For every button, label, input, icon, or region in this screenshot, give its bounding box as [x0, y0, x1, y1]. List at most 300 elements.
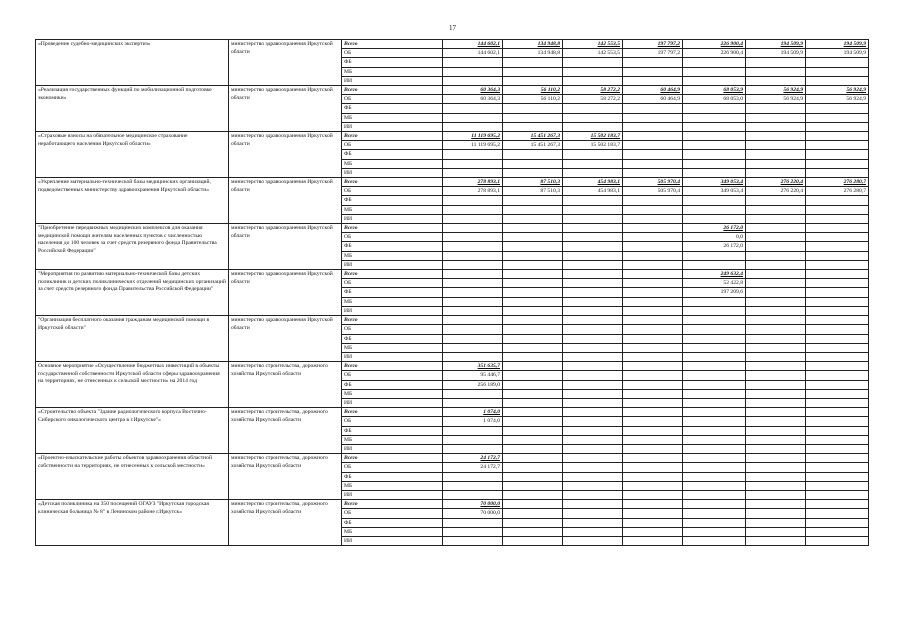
- amount-cell: [623, 389, 683, 398]
- amount-cell: [623, 214, 683, 223]
- amount-cell: [503, 316, 563, 325]
- amount-cell: [683, 536, 746, 545]
- amount-cell: [563, 481, 623, 490]
- amount-cell: [683, 260, 746, 269]
- amount-cell: 134 948,8: [503, 49, 563, 58]
- amount-cell: [563, 398, 623, 407]
- amount-cell: [683, 389, 746, 398]
- amount-cell: [443, 270, 503, 279]
- amount-cell: [503, 435, 563, 444]
- amount-cell: [746, 426, 806, 435]
- amount-cell: [746, 122, 806, 131]
- amount-cell: [806, 352, 869, 361]
- amount-cell: [443, 334, 503, 343]
- amount-cell: [503, 168, 563, 177]
- amount-cell: [623, 435, 683, 444]
- amount-cell: [806, 398, 869, 407]
- amount-cell: [746, 500, 806, 509]
- amount-cell: 144 602,1: [443, 40, 503, 49]
- amount-cell: [806, 76, 869, 85]
- amount-cell: [683, 454, 746, 463]
- amount-cell: [683, 205, 746, 214]
- amount-cell: [683, 380, 746, 389]
- amount-cell: [563, 233, 623, 242]
- amount-cell: [746, 481, 806, 490]
- amount-cell: 58 272,2: [563, 86, 623, 95]
- amount-cell: 134 948,8: [503, 40, 563, 49]
- amount-cell: [443, 536, 503, 545]
- amount-cell: [443, 122, 503, 131]
- amount-cell: [746, 214, 806, 223]
- amount-cell: [443, 196, 503, 205]
- funding-source: ИИ: [342, 398, 443, 407]
- amount-cell: [503, 334, 563, 343]
- amount-cell: 194 509,9: [746, 49, 806, 58]
- table-row: [36, 316, 869, 325]
- amount-cell: [806, 518, 869, 527]
- amount-cell: 11 119 695,2: [443, 141, 503, 150]
- amount-cell: [746, 251, 806, 260]
- amount-cell: [623, 132, 683, 141]
- funding-source: ИИ: [342, 122, 443, 131]
- amount-cell: [563, 67, 623, 76]
- amount-cell: [443, 389, 503, 398]
- amount-cell: [563, 426, 623, 435]
- amount-cell: [806, 150, 869, 159]
- amount-cell: [623, 260, 683, 269]
- activity-name: «Проведение судебно-медицинских экспертиз»: [36, 40, 229, 86]
- amount-cell: 70 000,0: [443, 500, 503, 509]
- amount-cell: [443, 224, 503, 233]
- amount-cell: [563, 371, 623, 380]
- amount-cell: 56 110,2: [503, 86, 563, 95]
- amount-cell: [623, 426, 683, 435]
- funding-source: ФБ: [342, 426, 443, 435]
- amount-cell: [563, 408, 623, 417]
- amount-cell: 349 053,4: [683, 178, 746, 187]
- table-row: [36, 224, 869, 233]
- amount-cell: 1 074,0: [443, 417, 503, 426]
- amount-cell: [623, 242, 683, 251]
- amount-cell: [563, 362, 623, 371]
- amount-cell: [683, 113, 746, 122]
- amount-cell: [806, 58, 869, 67]
- amount-cell: 15 451 267,3: [503, 141, 563, 150]
- amount-cell: [746, 279, 806, 288]
- amount-cell: [443, 205, 503, 214]
- amount-cell: [806, 141, 869, 150]
- amount-cell: [623, 408, 683, 417]
- amount-cell: [806, 196, 869, 205]
- amount-cell: [683, 334, 746, 343]
- amount-cell: 60 464,9: [623, 86, 683, 95]
- amount-cell: [746, 132, 806, 141]
- amount-cell: [746, 242, 806, 251]
- funding-source: ОБ: [342, 509, 443, 518]
- amount-cell: [806, 251, 869, 260]
- funding-source: ИИ: [342, 352, 443, 361]
- activity-name: "Приобретение передвижных медицинских комплексов для оказания медицинской помощи жителям населенных пунктов с численностью населения до 100 человек за счет средств резервного фонда Правительства Российской Федерации": [36, 224, 229, 270]
- amount-cell: [503, 104, 563, 113]
- amount-cell: [443, 288, 503, 297]
- amount-cell: [563, 214, 623, 223]
- amount-cell: [623, 352, 683, 361]
- funding-source: Всего: [342, 454, 443, 463]
- amount-cell: [746, 389, 806, 398]
- amount-cell: [746, 168, 806, 177]
- responsible-organization: министерство строительства, дорожного хозяйства Иркутской области: [229, 408, 342, 454]
- amount-cell: [806, 389, 869, 398]
- amount-cell: [563, 150, 623, 159]
- amount-cell: [623, 481, 683, 490]
- funding-source: ИИ: [342, 444, 443, 453]
- amount-cell: [563, 352, 623, 361]
- amount-cell: [746, 58, 806, 67]
- amount-cell: 226 900,4: [683, 49, 746, 58]
- activity-name: «Страховые взносы на обязательное медицинское страхование неработающего населения Иркутской области»: [36, 132, 229, 178]
- amount-cell: [623, 490, 683, 499]
- amount-cell: [746, 260, 806, 269]
- amount-cell: [623, 509, 683, 518]
- funding-source: ОБ: [342, 187, 443, 196]
- amount-cell: [503, 150, 563, 159]
- amount-cell: [623, 104, 683, 113]
- amount-cell: [683, 472, 746, 481]
- funding-source: ФБ: [342, 150, 443, 159]
- amount-cell: [443, 214, 503, 223]
- amount-cell: [563, 417, 623, 426]
- amount-cell: [563, 536, 623, 545]
- funding-source: МБ: [342, 67, 443, 76]
- amount-cell: 87 510,3: [503, 187, 563, 196]
- funding-source: ФБ: [342, 518, 443, 527]
- amount-cell: [623, 122, 683, 131]
- responsible-organization: министерство строительства, дорожного хозяйства Иркутской области: [229, 454, 342, 500]
- amount-cell: [503, 67, 563, 76]
- amount-cell: 276 280,7: [806, 187, 869, 196]
- amount-cell: [746, 224, 806, 233]
- amount-cell: 351 635,7: [443, 362, 503, 371]
- amount-cell: [683, 297, 746, 306]
- amount-cell: [806, 490, 869, 499]
- amount-cell: [746, 334, 806, 343]
- amount-cell: [503, 233, 563, 242]
- amount-cell: [806, 214, 869, 223]
- amount-cell: [683, 481, 746, 490]
- funding-source: ФБ: [342, 58, 443, 67]
- amount-cell: [683, 518, 746, 527]
- amount-cell: [563, 509, 623, 518]
- amount-cell: [563, 500, 623, 509]
- responsible-organization: министерство строительства, дорожного хозяйства Иркутской области: [229, 500, 342, 546]
- amount-cell: [503, 500, 563, 509]
- responsible-organization: министерство здравоохранения Иркутской области: [229, 316, 342, 362]
- amount-cell: [503, 481, 563, 490]
- amount-cell: [623, 518, 683, 527]
- amount-cell: 144 602,1: [443, 49, 503, 58]
- amount-cell: [806, 408, 869, 417]
- amount-cell: [503, 398, 563, 407]
- amount-cell: [806, 205, 869, 214]
- amount-cell: [806, 463, 869, 472]
- funding-source: Всего: [342, 270, 443, 279]
- amount-cell: [623, 527, 683, 536]
- amount-cell: [683, 398, 746, 407]
- amount-cell: [683, 527, 746, 536]
- amount-cell: 278 893,1: [443, 187, 503, 196]
- amount-cell: [683, 352, 746, 361]
- funding-source: МБ: [342, 297, 443, 306]
- amount-cell: [503, 58, 563, 67]
- amount-cell: [443, 481, 503, 490]
- amount-cell: [683, 435, 746, 444]
- amount-cell: [503, 76, 563, 85]
- amount-cell: [683, 500, 746, 509]
- amount-cell: [503, 426, 563, 435]
- amount-cell: 194 509,9: [806, 40, 869, 49]
- amount-cell: [623, 454, 683, 463]
- funding-source: ИИ: [342, 168, 443, 177]
- amount-cell: [503, 463, 563, 472]
- amount-cell: 60 364,3: [443, 86, 503, 95]
- amount-cell: [503, 371, 563, 380]
- amount-cell: [806, 371, 869, 380]
- amount-cell: [683, 408, 746, 417]
- amount-cell: [623, 67, 683, 76]
- amount-cell: [746, 150, 806, 159]
- amount-cell: [623, 325, 683, 334]
- funding-source: ФБ: [342, 104, 443, 113]
- amount-cell: [563, 454, 623, 463]
- amount-cell: [746, 408, 806, 417]
- amount-cell: [443, 343, 503, 352]
- amount-cell: [623, 536, 683, 545]
- amount-cell: [806, 454, 869, 463]
- funding-source: ОБ: [342, 463, 443, 472]
- amount-cell: [683, 426, 746, 435]
- funding-source: ОБ: [342, 95, 443, 104]
- amount-cell: [503, 260, 563, 269]
- amount-cell: [563, 260, 623, 269]
- amount-cell: [563, 58, 623, 67]
- amount-cell: 87 510,3: [503, 178, 563, 187]
- amount-cell: [563, 270, 623, 279]
- amount-cell: [443, 260, 503, 269]
- amount-cell: 56 110,2: [503, 95, 563, 104]
- amount-cell: [746, 518, 806, 527]
- amount-cell: [443, 113, 503, 122]
- amount-cell: 24 172,7: [443, 463, 503, 472]
- amount-cell: [806, 104, 869, 113]
- amount-cell: [746, 76, 806, 85]
- amount-cell: [563, 527, 623, 536]
- amount-cell: [683, 316, 746, 325]
- amount-cell: [683, 67, 746, 76]
- amount-cell: [443, 426, 503, 435]
- amount-cell: [563, 325, 623, 334]
- funding-source: ИИ: [342, 306, 443, 315]
- amount-cell: [443, 150, 503, 159]
- amount-cell: [443, 251, 503, 260]
- amount-cell: [503, 242, 563, 251]
- amount-cell: [503, 306, 563, 315]
- amount-cell: [563, 113, 623, 122]
- amount-cell: [623, 233, 683, 242]
- amount-cell: [683, 306, 746, 315]
- amount-cell: [563, 196, 623, 205]
- amount-cell: [503, 113, 563, 122]
- responsible-organization: министерство здравоохранения Иркутской области: [229, 270, 342, 316]
- table-row: [36, 40, 869, 49]
- amount-cell: 11 119 695,2: [443, 132, 503, 141]
- funding-source: МБ: [342, 527, 443, 536]
- amount-cell: 505 970,4: [623, 187, 683, 196]
- amount-cell: [443, 325, 503, 334]
- amount-cell: [563, 76, 623, 85]
- amount-cell: 60 364,3: [443, 95, 503, 104]
- budget-table-body: [36, 40, 869, 546]
- activity-name: Основное мероприятие «Осуществление бюджетных инвестиций в объекты государственной собственности Иркутской области сферы здравоохранения на территориях, не отнесенных к сельской местности» на 2014 год: [36, 362, 229, 408]
- amount-cell: [806, 233, 869, 242]
- funding-source: ФБ: [342, 334, 443, 343]
- funding-source: ОБ: [342, 371, 443, 380]
- amount-cell: [443, 242, 503, 251]
- amount-cell: [563, 472, 623, 481]
- amount-cell: 68 053,0: [683, 95, 746, 104]
- amount-cell: 256 189,0: [443, 380, 503, 389]
- table-row: [36, 270, 869, 279]
- amount-cell: [806, 325, 869, 334]
- amount-cell: [806, 362, 869, 371]
- amount-cell: [683, 58, 746, 67]
- amount-cell: [503, 490, 563, 499]
- funding-source: ФБ: [342, 288, 443, 297]
- amount-cell: [503, 122, 563, 131]
- amount-cell: 249 632,4: [683, 270, 746, 279]
- activity-name: "Мероприятия по развитию материально-технической базы детских поликлиник и детских поликлинических отделений медицинских организаций за счет средств резервного фонда Правительства Российской Федерации": [36, 270, 229, 316]
- amount-cell: [683, 343, 746, 352]
- amount-cell: [443, 398, 503, 407]
- amount-cell: [443, 67, 503, 76]
- funding-source: ФБ: [342, 196, 443, 205]
- amount-cell: [503, 518, 563, 527]
- amount-cell: [443, 435, 503, 444]
- amount-cell: [746, 417, 806, 426]
- amount-cell: [563, 380, 623, 389]
- funding-source: Всего: [342, 224, 443, 233]
- amount-cell: [563, 463, 623, 472]
- amount-cell: [563, 224, 623, 233]
- amount-cell: 56 924,9: [746, 95, 806, 104]
- amount-cell: [443, 168, 503, 177]
- table-row: [36, 132, 869, 141]
- amount-cell: [623, 444, 683, 453]
- amount-cell: [806, 270, 869, 279]
- funding-source: МБ: [342, 113, 443, 122]
- amount-cell: [623, 334, 683, 343]
- amount-cell: [563, 518, 623, 527]
- amount-cell: [443, 306, 503, 315]
- amount-cell: [806, 527, 869, 536]
- amount-cell: [806, 500, 869, 509]
- amount-cell: [806, 536, 869, 545]
- amount-cell: [746, 454, 806, 463]
- amount-cell: [806, 316, 869, 325]
- amount-cell: [806, 306, 869, 315]
- amount-cell: [683, 362, 746, 371]
- amount-cell: 197 797,2: [623, 40, 683, 49]
- funding-source: ИИ: [342, 536, 443, 545]
- amount-cell: [563, 159, 623, 168]
- amount-cell: [806, 472, 869, 481]
- funding-source: МБ: [342, 159, 443, 168]
- amount-cell: 454 983,1: [563, 178, 623, 187]
- funding-source: ИИ: [342, 214, 443, 223]
- amount-cell: [503, 352, 563, 361]
- funding-source: ИИ: [342, 490, 443, 499]
- amount-cell: 24 172,7: [443, 454, 503, 463]
- amount-cell: [623, 306, 683, 315]
- activity-name: «Реализация государственных функций по мобилизационной подготовке экономики»: [36, 86, 229, 132]
- amount-cell: [503, 325, 563, 334]
- amount-cell: [806, 113, 869, 122]
- funding-source: Всего: [342, 408, 443, 417]
- amount-cell: [683, 132, 746, 141]
- amount-cell: 278 893,1: [443, 178, 503, 187]
- amount-cell: 276 220,4: [746, 187, 806, 196]
- amount-cell: 95 446,7: [443, 371, 503, 380]
- amount-cell: [563, 242, 623, 251]
- amount-cell: [683, 168, 746, 177]
- amount-cell: [623, 500, 683, 509]
- amount-cell: [746, 306, 806, 315]
- amount-cell: 194 509,9: [806, 49, 869, 58]
- amount-cell: [503, 408, 563, 417]
- table-row: [36, 408, 869, 417]
- amount-cell: [806, 343, 869, 352]
- amount-cell: [563, 306, 623, 315]
- amount-cell: [623, 463, 683, 472]
- funding-source: МБ: [342, 435, 443, 444]
- amount-cell: [623, 380, 683, 389]
- amount-cell: [683, 141, 746, 150]
- amount-cell: [503, 417, 563, 426]
- amount-cell: 454 983,1: [563, 187, 623, 196]
- table-row: [36, 86, 869, 95]
- amount-cell: [503, 343, 563, 352]
- activity-name: «Проектно-изыскательские работы объектов здравоохранения областной собственности на территориях, не отнесенных к сельской местности»: [36, 454, 229, 500]
- funding-source: ФБ: [342, 472, 443, 481]
- amount-cell: 15 502 183,7: [563, 132, 623, 141]
- amount-cell: [806, 444, 869, 453]
- funding-source: Всего: [342, 362, 443, 371]
- amount-cell: [443, 352, 503, 361]
- funding-source: Всего: [342, 316, 443, 325]
- amount-cell: [623, 168, 683, 177]
- amount-cell: 58 272,2: [563, 95, 623, 104]
- funding-source: ОБ: [342, 279, 443, 288]
- amount-cell: [503, 159, 563, 168]
- amount-cell: [503, 205, 563, 214]
- amount-cell: [563, 279, 623, 288]
- amount-cell: [503, 527, 563, 536]
- amount-cell: [806, 260, 869, 269]
- amount-cell: [503, 297, 563, 306]
- amount-cell: 276 280,7: [806, 178, 869, 187]
- amount-cell: [623, 150, 683, 159]
- amount-cell: [746, 270, 806, 279]
- amount-cell: [623, 417, 683, 426]
